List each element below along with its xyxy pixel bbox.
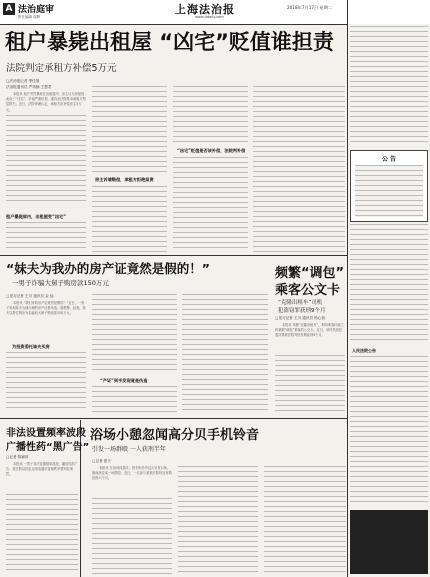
court-notice-label: 人民法院公告 <box>352 348 376 353</box>
story5-body <box>92 466 172 496</box>
text-filler <box>6 115 86 205</box>
story4-body-text: 本报讯 一男子非法设置频率波段，播放性药广告，被法院以扰乱无线电通讯管理秩序罪判处刑罚。 <box>6 462 78 477</box>
text-filler <box>92 294 177 374</box>
editor-line: 责任编辑 周辉 <box>18 15 41 19</box>
story4-byline: □记者 陈颖婷 <box>6 455 29 459</box>
story3-subhead-1: “克隆出租车”司机 <box>278 300 323 306</box>
story2-byline: □见习记者 王川 通讯员 金 灿 <box>6 294 54 298</box>
text-filler <box>182 294 268 414</box>
text-filler <box>350 224 428 344</box>
text-filler <box>173 86 248 142</box>
lead-byline-1: □法治报记者 季佳晟 <box>6 79 40 83</box>
text-filler <box>178 466 258 574</box>
story2-body-text: 本报讯 “我们家的房产证竟然是假的！”近日，一男子发现妹夫为他办理的房产证系伪造，遂报警。经查，妹夫以帮忙购房为名骗取大舅子购房款150万元。 <box>6 301 86 316</box>
story5-body-text: 本报讯 在浴场休息时，因手机铃声过大引发口角，继而演变成一场群殴。近日，一名参与者被法院判处有期徒刑六个月。 <box>92 466 172 481</box>
masthead-rule <box>0 24 348 25</box>
story3-body-text: 本报讯 驾驶“克隆出租车”，利用乘客付款之机频繁“调包”乘客的公交卡。近日，该司机因犯盗窃罪被法院判处有期徒刑9个月。 <box>275 323 344 338</box>
lead-headline: 租户暴毙出租屋 “凶宅”贬值谁担责 <box>5 30 334 54</box>
lead-section-head-2: 房主诉请赔偿，承租方拒绝担责 <box>95 177 154 182</box>
notice-title: 公 告 <box>381 156 397 163</box>
story3-subhead-2: 犯盗窃罪获刑9个月 <box>278 308 326 314</box>
text-filler <box>275 355 345 415</box>
story3-headline-1: 频繁“调包” <box>275 266 345 281</box>
story5-headline: 浴场小憩忽闻高分贝手机铃音 <box>90 428 260 443</box>
text-filler <box>92 86 167 172</box>
lead-section-head-1: 租户暴毙屏内，出租屋变“凶宅” <box>6 214 66 219</box>
issue-date: 2018年7月17日 星期二 <box>287 5 333 10</box>
story3-byline: □见习记者 王川 通讯员 杨心怡 <box>275 316 325 320</box>
text-filler <box>350 356 428 506</box>
story2-subhead: 一男子诈骗大舅子购房款150万元 <box>12 279 109 287</box>
notice-box <box>350 150 428 222</box>
lead-subhead: 法院判定承租方补偿5万元 <box>6 63 117 74</box>
text-filler <box>173 157 248 252</box>
text-filler <box>92 386 177 414</box>
text-filler <box>264 466 346 574</box>
lead-section-head-3: “凶宅”贬值是否该补偿，法院判补偿 <box>177 148 246 153</box>
story2-section-head-2: “产证”到手发现竟是伪造 <box>100 378 148 383</box>
story2-section-head-1: 为投资委托妹夫买房 <box>12 344 50 349</box>
story5-byline: □记者 夏天 <box>92 459 111 463</box>
story2-headline: “妹夫为我办的房产证竟然是假的！” <box>6 261 210 276</box>
story5-subhead: 引发一场群殴 一人获刑半年 <box>92 446 166 453</box>
text-filler <box>6 352 86 412</box>
lead-body-text: 本报讯 租户突然暴毙在出租屋内，房主认为房屋因此成了“凶宅”，价值严重贬损，遂诉至法院要求承租方赔偿损失。近日，法院审理认定，承租方应补偿房主5万元。 <box>6 92 86 112</box>
story3-body <box>275 323 345 353</box>
story4-body <box>6 462 78 492</box>
story3-headline-2: 乘客公文卡 <box>275 283 341 298</box>
story4-headline-2: 广播性药“黑广告” <box>6 442 90 453</box>
section-logo-icon: A <box>3 3 15 15</box>
section-title: 法治庭审 <box>18 5 55 15</box>
paper-url: www.jfdaily.com <box>195 15 224 19</box>
ad-banner <box>350 510 428 574</box>
text-filler <box>355 165 423 217</box>
classified-column <box>348 26 430 577</box>
text-filler <box>350 26 428 146</box>
text-filler <box>253 86 345 252</box>
story4-headline-1: 非法设置频率波段 <box>6 428 86 439</box>
text-filler <box>6 494 78 574</box>
lead-byline-2: 法治报通讯员 严靖楠 王慧君 <box>6 85 52 89</box>
lead-body-col1 <box>6 92 86 212</box>
story2-body <box>6 301 86 341</box>
paper-name: 上海法治报 <box>175 3 235 16</box>
section-rule <box>0 418 348 419</box>
text-filler <box>6 222 86 252</box>
masthead <box>0 0 430 24</box>
section-rule <box>0 255 348 256</box>
text-filler <box>92 498 172 574</box>
text-filler <box>92 186 167 252</box>
